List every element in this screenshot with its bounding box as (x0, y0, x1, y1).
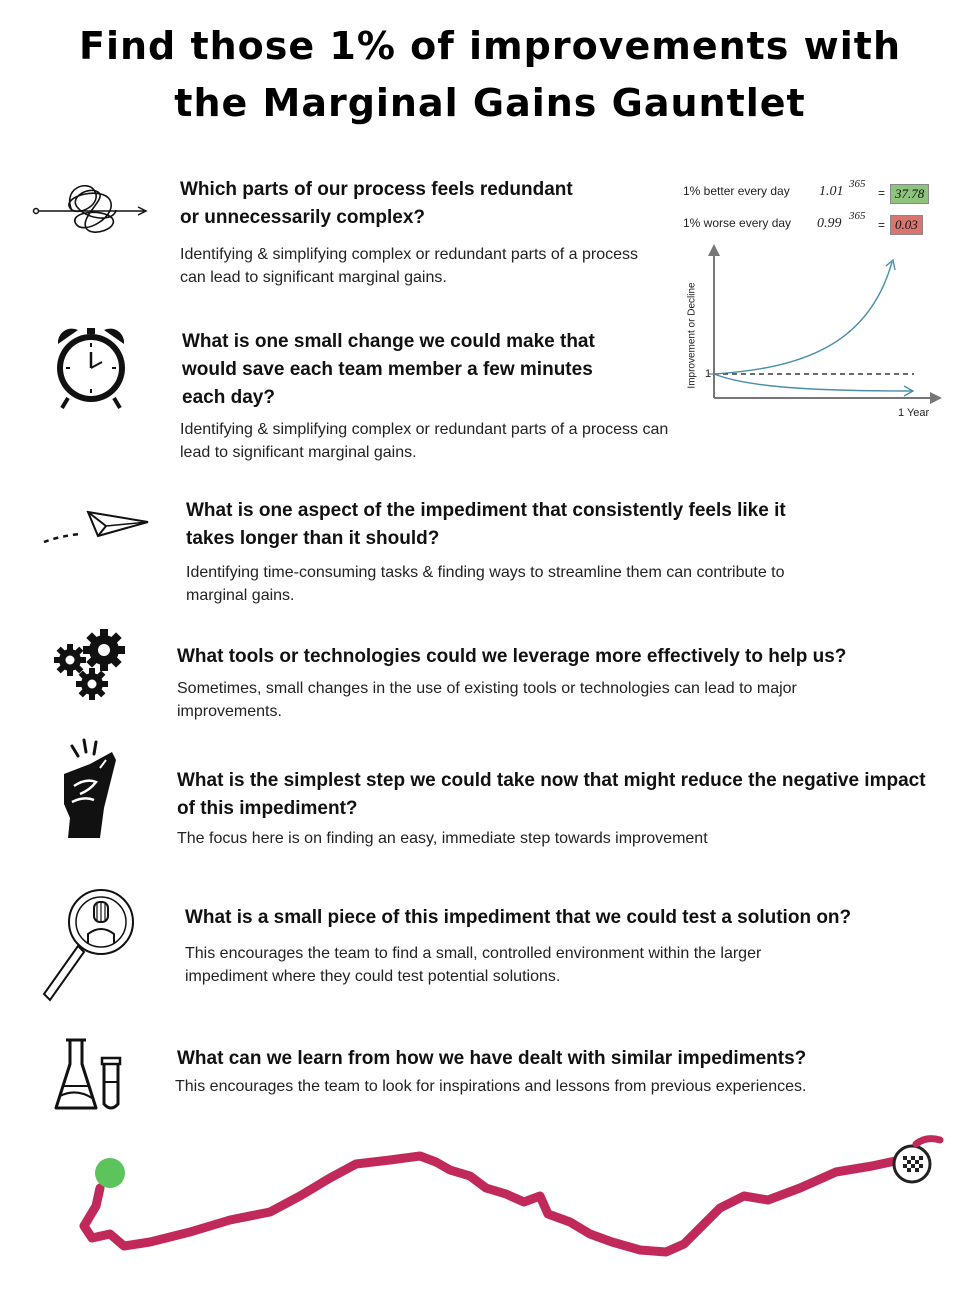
description-3: Identifying time-consuming tasks & finding ways to streamline them can contribute to marginal gains. (186, 564, 785, 604)
description-7: This encourages the team to look for inspirations and lessons from previous experiences. (175, 1078, 807, 1095)
y-axis-label: Improvement or Decline (686, 282, 698, 389)
start-marker (95, 1158, 125, 1188)
better-base: 1.01 (819, 184, 844, 199)
description-1: Identifying & simplifying complex or redundant parts of a process can lead to significant marginal gains. (180, 246, 639, 286)
question-3: What is one aspect of the impediment that consistently feels like it takes longer than it should? (186, 500, 786, 549)
title-line-2: the Marginal Gains Gauntlet (174, 81, 806, 125)
magnifier-icon (40, 888, 140, 1006)
alarm-clock-icon (50, 322, 132, 412)
description-6: This encourages the team to find a small, controlled environment within the larger impediment where they could test potential solutions. (185, 945, 762, 985)
question-4: What tools or technologies could we leverage more effectively to help us? (177, 646, 847, 667)
description-2: Identifying & simplifying complex or redundant parts of a process can lead to significant marginal gains. (180, 421, 669, 461)
finish-flag-icon (894, 1139, 940, 1182)
better-curve (714, 262, 892, 374)
better-result: 37.78 (890, 184, 929, 204)
question-7: What can we learn from how we have dealt with similar impediments? (177, 1048, 807, 1069)
worse-equals: = (878, 218, 886, 232)
x-tick: 1 Year (898, 407, 930, 419)
tangled-line-icon (32, 178, 150, 240)
gauntlet-track (0, 1130, 980, 1290)
description-5: The focus here is on finding an easy, immediate step towards improvement (177, 830, 708, 847)
better-label: 1% better every day (683, 184, 790, 198)
finger-snap-icon (60, 738, 122, 842)
worse-label: 1% worse every day (683, 216, 792, 230)
description-4: Sometimes, small changes in the use of existing tools or technologies can lead to major improvements. (177, 680, 797, 720)
gears-icon (52, 628, 130, 702)
lab-flask-icon (52, 1036, 128, 1114)
worse-result: 0.03 (890, 215, 923, 235)
page-title (0, 18, 980, 132)
question-5: What is the simplest step we could take now that might reduce the negative impact of this impediment? (177, 770, 926, 819)
growth-curve-plot (700, 240, 950, 410)
better-equals: = (878, 186, 886, 200)
question-1: Which parts of our process feels redundant or unnecessarily complex? (180, 179, 573, 228)
worse-base: 0.99 (817, 216, 842, 231)
question-2: What is one small change we could make that would save each team member a few minutes each day? (182, 331, 595, 408)
better-exponent: 365 (849, 178, 866, 190)
worse-exponent: 365 (849, 210, 866, 222)
track-path (84, 1156, 900, 1252)
worse-curve (714, 374, 912, 391)
paper-plane-icon (40, 500, 152, 548)
title-line-1: Find those 1% of improvements with (78, 24, 902, 68)
question-6: What is a small piece of this impediment that we could test a solution on? (185, 907, 852, 928)
y-tick: 1 (705, 368, 712, 380)
